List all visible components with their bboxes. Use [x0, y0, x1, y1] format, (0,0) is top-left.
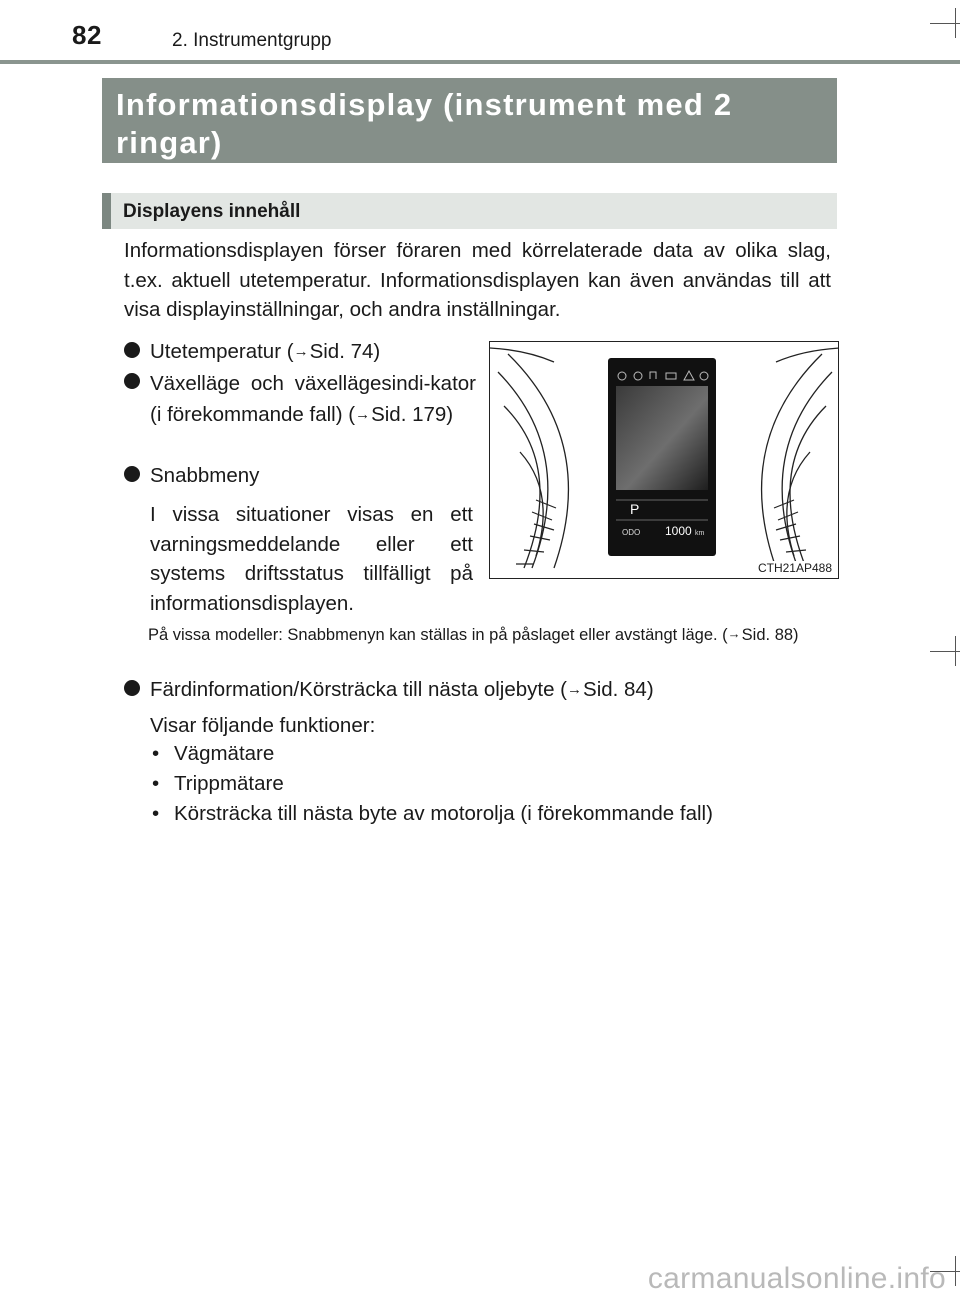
- sub-bullet-icon: •: [152, 802, 160, 825]
- odo-unit: km: [695, 530, 705, 537]
- bullet-text: Utetemperatur (: [150, 340, 294, 363]
- sub-bullet-icon: •: [152, 772, 160, 795]
- sub-bullet-icon: •: [152, 742, 160, 765]
- bullet-text: Färdinformation/Körsträcka till nästa oljebyte (: [150, 678, 568, 701]
- list-item: [152, 799, 713, 829]
- bullet-icon: [124, 342, 140, 358]
- bullet-icon: [124, 466, 140, 482]
- bullet-text: Snabbmeny: [150, 464, 260, 487]
- quick-menu-description: I vissa situationer visas en ett varningsmeddelande eller ett systems driftsstatus tillfälligt på informationsdisplayen.: [150, 503, 473, 615]
- list-item-text: Trippmätare: [174, 772, 284, 795]
- header-rule: [0, 60, 960, 64]
- bullet-icon: [124, 373, 140, 389]
- page-reference: Sid. 84): [583, 678, 654, 701]
- center-display: [608, 358, 716, 556]
- arrow-icon: →: [293, 343, 309, 360]
- list-item-text: Vägmätare: [174, 742, 275, 765]
- odo-value: 1000: [665, 524, 692, 538]
- gear-indicator: P: [630, 501, 640, 517]
- left-gauge-arcs: [490, 348, 568, 568]
- arrow-icon: →: [727, 626, 741, 641]
- instrument-cluster-illustration: [489, 341, 839, 579]
- bullet-outside-temperature: [124, 337, 476, 367]
- figure-id: CTH21AP488: [757, 561, 832, 575]
- section-title: Informationsdisplay (instrument med 2 ringar): [102, 78, 837, 163]
- bullet-text: Växelläge och växellägesindi-kator (i förekommande fall) (: [150, 372, 476, 426]
- bullet-trip-information: [124, 675, 831, 705]
- subsection-title: Displayens innehåll: [102, 193, 837, 229]
- arrow-icon: →: [567, 681, 583, 698]
- note-text: På vissa modeller: Snabbmenyn kan ställas in på påslaget eller avstängt läge. (: [148, 626, 728, 644]
- model-note: [148, 623, 831, 646]
- chapter-title: 2. Instrumentgrupp: [172, 30, 332, 51]
- list-item-text: Körsträcka till nästa byte av motorolja (i förekommande fall): [174, 802, 713, 825]
- right-gauge-arcs: [762, 348, 839, 568]
- page-reference: Sid. 179): [371, 403, 454, 426]
- instrument-cluster-drawing: [490, 342, 839, 579]
- list-item: [152, 769, 713, 799]
- functions-intro: Visar följande funktioner:: [150, 714, 376, 737]
- page-reference: Sid. 74): [309, 340, 381, 363]
- page-reference: Sid. 88): [741, 626, 799, 644]
- bullet-gear-position: [124, 368, 476, 430]
- odo-label: ODO: [622, 528, 641, 537]
- watermark: carmanualsonline.info: [647, 1262, 946, 1295]
- bullet-quick-menu: [124, 461, 476, 491]
- arrow-icon: →: [355, 406, 371, 423]
- intro-paragraph: Informationsdisplayen förser föraren med körrelaterade data av olika slag, t.ex. aktuell utetemperatur. Informationsdisplayen kan även användas till att visa displayinställningar, och andra inställningar.: [124, 239, 831, 321]
- functions-list: [152, 739, 713, 829]
- bullet-icon: [124, 680, 140, 696]
- page-number: 82: [72, 20, 102, 50]
- list-item: [152, 739, 713, 769]
